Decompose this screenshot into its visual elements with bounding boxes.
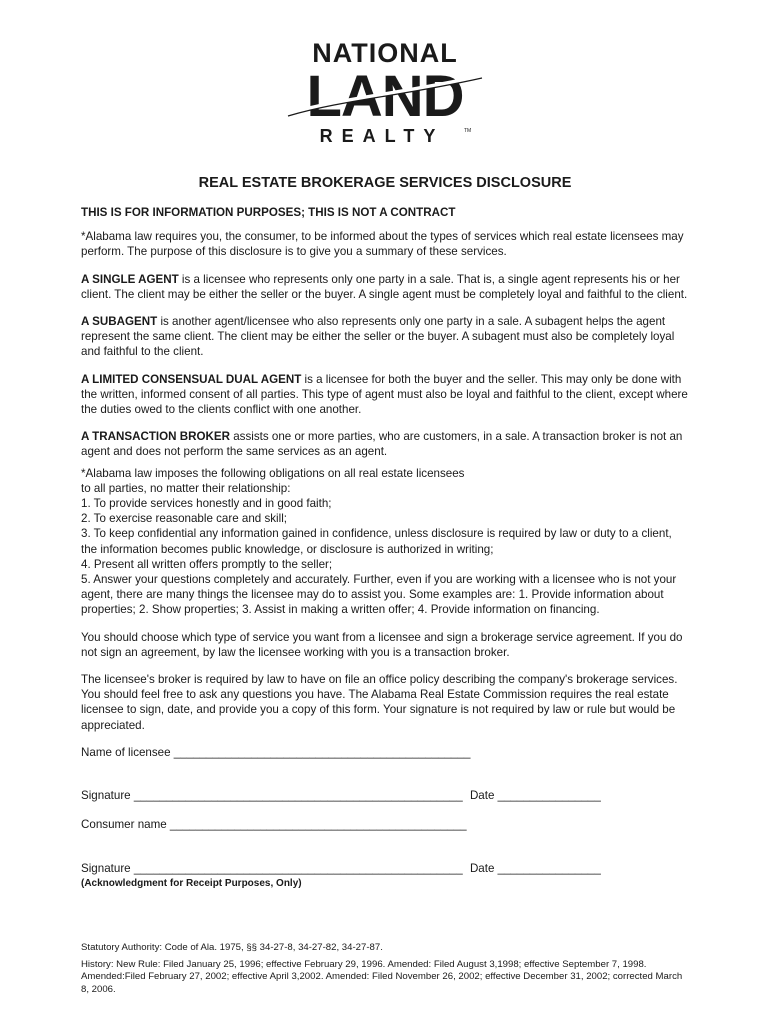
obligations-list [81,466,691,618]
obligation-item: 3. To keep confidential any information gained in confidence, unless disclosure is required by law or duty to a client, the information becomes public knowledge, or disclosure is authorized in writing; [81,527,672,556]
intro-paragraph: *Alabama law requires you, the consumer, to be informed about the types of services which real estate licensees may perform. The purpose of this disclosure is to give you a summary of these services. [81,230,684,259]
acknowledgment-note: (Acknowledgment for Receipt Purposes, Only) [81,877,302,889]
licensee-signature-row [81,788,691,803]
licensee-signature-field[interactable]: Signature ___________________________________________________ [81,789,463,803]
definition-text: is another agent/licensee who also represents only one party in a sale. A subagent helps the agent represent the same client. The client may be either the seller or the buyer. A subagent must also be completely loyal and faithful to the client. [81,315,675,359]
consumer-signature-field[interactable]: Signature ___________________________________________________ [81,861,463,875]
definition-term: A LIMITED CONSENSUAL DUAL AGENT [81,372,302,386]
definition-single-agent [81,272,691,302]
footer-notes [81,942,691,1000]
logo-national-text: NATIONAL [312,38,458,68]
consumer-date-field[interactable]: Date ________________ [469,861,601,875]
definition-transaction-broker [81,429,691,459]
definition-text: is a licensee for both the buyer and the seller. This may only be done with the written, informed consent of all parties. This type of agent must also be loyal and faithful to the client, except where the duties owed to the clients conflict with one another. [81,372,688,417]
obligation-item: 2. To exercise reasonable care and skill; [81,512,288,526]
licensee-date-field[interactable]: Date ________________ [469,789,601,803]
obligation-item: 1. To provide services honestly and in good faith; [81,497,332,511]
logo-trademark: TM [464,128,472,134]
obligations-intro-line1: *Alabama law imposes the following obligations on all real estate licensees [81,466,465,480]
national-land-realty-logo [282,36,488,148]
definition-term: A SINGLE AGENT [81,272,179,286]
choose-service-paragraph: You should choose which type of service you want from a licensee and sign a brokerage service agreement. If you do not sign an agreement, by law the licensee working with you is a transaction broker. [81,630,683,659]
obligations-intro-line2: to all parties, no matter their relationship: [81,481,291,495]
consumer-signature-row [81,861,691,876]
subtitle: THIS IS FOR INFORMATION PURPOSES; THIS IS NOT A CONTRACT [81,206,456,219]
definition-term: A SUBAGENT [81,315,158,329]
page-title: REAL ESTATE BROKERAGE SERVICES DISCLOSURE [198,175,572,191]
definition-text: is a licensee who represents only one party in a sale. That is, a single agent represents his or her client. The client may be either the seller or the buyer. A single agent must be completely loyal and faithful to the client. [81,272,688,301]
definition-dual-agent [81,372,691,418]
consumer-name-field[interactable]: Consumer name ______________________________________________ [81,818,467,832]
statutory-authority: Statutory Authority: Code of Ala. 1975, §§ 34-27-8, 34-27-82, 34-27-87. [81,942,383,953]
licensee-name-field[interactable]: Name of licensee ______________________________________________ [81,745,471,759]
broker-policy-paragraph: The licensee's broker is required by law to have on file an office policy describing the company's brokerage services. You should feel free to ask any questions you have. The Alabama Real Estate Commission requires the real estate licensee to sign, date, and provide you a copy of this form. Your signature is not required by law or rule but would be appreciated. [81,673,678,732]
definition-subagent [81,314,691,360]
obligation-item: 4. Present all written offers promptly to the seller; [81,557,333,571]
obligation-item: 5. Answer your questions completely and accurately. Further, even if you are working with a licensee who is not your agent, there are many things the licensee may do to assist you. Some examples are: 1. Provide information about properties; 2. Show properties; 3. Assist in making a written offer; 4. Provide information on financing. [81,573,677,617]
document-body [81,205,691,891]
history-note: History: New Rule: Filed January 25, 1996; effective February 29, 1996. Amended: Filed August 3,1998; effective September 7, 1998. Amended:Filed February 27, 2002; effective April 3,2002. Amended: Filed November 26, 2002; effective December 31, 2002; corrected March 8, 2006. [81,958,683,995]
logo-land-text: LAND [306,64,464,129]
definition-text: assists one or more parties, who are customers, in a sale. A transaction broker is not an agent and does not perform the same services as an agent. [81,430,683,459]
logo-realty-text: REALTY [319,126,445,146]
definition-term: A TRANSACTION BROKER [81,430,230,444]
